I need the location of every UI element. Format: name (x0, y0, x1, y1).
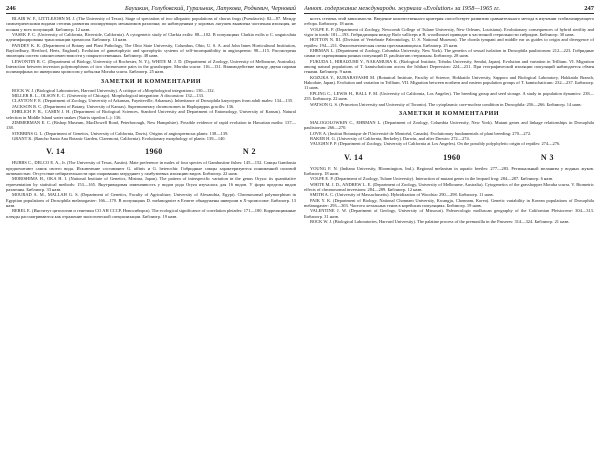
entry: BLAIR W. F., LITTLEJOHN M. J. (The University of Texas). Stage of speciation of two allopatric populations of chorus frogs (Pseudacris): 82—87. Между симпатрическими видами степень развития изолирующих механизмов различна; по наблюдениям у хоровых лягушек выявлена частичная изоляция, не полная у всех популяций. Библиогр. 12 назв. (6, 16, 296, 32)
entry: MOURAD A. M., MALLAH G. S. (Department of Genetics, Faculty of Agriculture, University of Alexandria, Egypt). Chromosomal polymorphism in Egyptian populations of Drosophila melanogaster: 166—170. В популяциях D. melanogaster в Египте обнаружены инверсии в Х-хромосоме. Библиогр. 13 назв. (6, 192, 296, 208)
entry: VALENTINE J. W. (Department of Geology, University of Missouri). Paleoecologic molluscan geography of the Californian Pleistocene: 304—313. Библиогр. 31 назв. (304, 208, 594, 219)
entry: MILLER R. L., OLSON E. C. (University of Chicago). Morphological integration: A discussion: 132—133. (12, 93, 205, 99)
entry: WHITE M. J. D., ANDREW L. E. (Department of Zoology, University of Melbourne, Australia). Cytogenetics of the grasshopper Moraba scurra. V. Biometric effects of chromosomal inversions: 284—289. Библиогр. 12 назв. (304, 181, 594, 192)
entry: PANDEY K. K. (Department of Botany and Plant Pathology, The Ohio State University, Columbus, Ohio, U. S. A. and John Innes Horticultural Institution, Bayfordbury, Hertford, Herts, England). Evolution of gametophytic and sporophytic systems of self-incompatibility in angiosperms: 98—115. Рассмотрена эволюция систем самонесовместимости у покрытосеменных. Библиогр. 48 назв. (6, 42, 296, 59)
entry: EHRLICH P. R., CAMIN J. H. (Department of Biological Sciences, Stanford University and Department of Entomology, University of Kansas). Natural selection in Middle Island water snakes (Natrix sipedon L.): 136. (6, 109, 296, 120)
entry: HUBBS C., DELCO E. A., Jr. (The University of Texas, Austin). Mate preference in males of four species of Gambusiine fishes: 145—152. Самцы Gambusia предпочитают самок своего вида. Исключение составляют G. affinis и G. heterochir. Гибридные самцы характеризуются пониженной половой активностью. Отсутствие избирательности при спаривании затрудняет у гамбузиевых изоляцию видов. Библиогр. 22 назв. (6, 160, 296, 176)
entry: MORISHIMA H., OKA H. I. (National Institute of Genetics, Misima, Japan). The pattern of interspecific variation in the genus Oryza: its quantitative representation by statistical methods: 153—165. Внутривидовая изменчивость у видов рода Oryza изучалась для 16 видов. У форм пределы видов различны. Библиогр. 33 назв. (6, 176, 296, 192)
entry: KOZUKA Y., KURABAYASHI M. (Botanical Institute, Faculty of Science, Hokkaido University, Sapporo and Biological Laboratory, Hokkaido Branch, Hakodate, Japan). Evolution and variation in Trillium. VII. Migration between northern and eastern population groups of T. kamtschaticum: 232—237. Библиогр. 11 назв. (304, 74, 594, 91)
entry: CLAYTON F. E. (Department of Zoology, University of Arkansas, Fayetteville, Arkansas). Inheritance of Drosophila karyotypes from adult males: 134—135. (12, 98, 294, 104)
entry: BOCK W. J. (Biological Laboratories, Harvard University). The palatine process of the premaxilla in the Passeres: 314—324. Библиогр. 21 назв. (310, 219, 570, 224)
entry: VOLPE E. P. (Department of Zoology, Newcomb College of Tulane University, New Orleans, Louisiana). Evolutionary consequences of hybrid sterility and vigor in toads: 181—193. Гибридизация между Bufo valliceps и B. woodhousei приводит к частичной стерильности гибридов. Библиогр. 30 назв. (304, 26, 594, 38)
volume-heading (6, 147, 296, 156)
entry: JACKSON R. C. (Department of Botany, University of Kansas). Supernumerary chromosomes in Haplopappus gracilis: 136. (12, 103, 235, 109)
entry: VOLPE E. P. (Department of Zoology, Tulane University). Interaction of mutant genes in the leopard frog: 284—287. Библиогр. 6 назв. (310, 176, 554, 182)
left-header-text: Баушкин, Голубовский, Гуральник, Лапукова, Родкевич, Черновай (125, 5, 296, 12)
left-page (6, 5, 296, 465)
issue-label: N 3 (540, 152, 554, 162)
entry: SMITH A. C. (University of Massachusetts). Hybridization of Woodsia: 290—298. Библиогр. 11 назв. (310, 192, 494, 198)
entry: FUKUDA I., HIRAIZUMI Y., NAKAMURA K. (Biological Institute, Tohoku University, Sendai, Japan). Evolution and variation in Trillium. VI. Migration among natural populations of T. kamtschaticum across the Ishikari Depression: 224—231. При географической изоляции популяций наблюдается обмен генами. Библиогр. 9 назв. (304, 58, 594, 75)
entry: BEREL E. (Институт цитологии и генетики СО АН СССР, Новосибирск). The ecological significance of correlation pleiades: 171—180. Корреляционные плеяды рассматриваются как отражение экологической специализации. Библиогр. 19 назв. (6, 208, 296, 219)
entry: LOVE A. (Institut Botanique de l'Université de Montréal, Canada). Evolutionary fundamentals of plant breeding: 270—272. (310, 130, 532, 136)
entry: ZIMMERMAN E. C. (Bishop Museum, MacDowell Road, Peterborough, New Hampshire). Possible evidence of rapid evolution in Hawaiian moths: 137—138. (6, 119, 296, 131)
right-running-head (304, 5, 594, 14)
right-page (304, 5, 594, 465)
section-title: ЗАМЕТКИ И КОММЕНТАРИИ (100, 78, 202, 85)
entry: VASEK F. C. (University of California, Riverside, California). A cytogenetic study of Clarkia exilis: 88—102. В популяциях Clarkia exilis и C. unguiculata идентифицированы транслокации хромосом. Библиогр. 14 назв. (6, 32, 296, 43)
right-page-number: 247 (584, 5, 594, 12)
entry: EPLING C., LEWIS H., BALL F. M. (University of California, Los Angeles). The breeding group and seed storage. A study in population dynamics: 238—255. Библиогр. 22 назв. (304, 90, 594, 102)
entry: PAIK Y. K. (Department of Biology, National Chonnam University, Kwangju, Chonnam, Korea). Genetic variability in Korean populations of Drosophila melanogaster: 293—303. Частота летальных генов в корейских популяциях. Библиогр. 19 назв. (304, 197, 594, 208)
entry: BOCK W. J. (Biological Laboratories, Harvard University). A critique of «Morphological integration»: 130—132. (12, 87, 215, 93)
entry: WATSON G. S. (Princeton University and University of Toronto). The cytoplasmic core-nuclear condition in Drosophila: 256—266. Библиогр. 14 назв. (310, 101, 582, 107)
left-page-number: 246 (6, 5, 16, 12)
entry: BAKER H. G. (University of California, Berkeley). Darwin, and after Darwin: 272—274. (310, 135, 470, 141)
entry: VAUGHN P. P. (Department of Zoology, University of California at Los Angeles). On the possibly polyphyletic origin of reptiles: 274—276. (310, 141, 561, 147)
entry: GRANT K. (Rancho Santa Ana Botanic Garden, Claremont, California). Evolutionary morphology of plants: 139—140. (12, 135, 226, 141)
entry: STEBBINS G. L. (Department of Genetics, University of California, Davis). Origins of angiospermous plants: 138—139. (12, 130, 229, 136)
section-title: ЗАМЕТКИ И КОММЕНТАРИИ (398, 110, 500, 117)
year-label: 1960 (145, 147, 163, 157)
entry: YOUNG F. N. (Indiana University, Bloomington, Ind.). Regional melanism in aquatic beetles: 277—283. Региональный меланизм у водных жуков. Библиогр. 18 назв. (304, 165, 594, 176)
entry: EHRMAN L. (Department of Zoology, Columbia University, New York). The genetics of sexual isolation in Drosophila paulistorum: 212—223. Гибридные самки от скрещивания разных популяций D. paulistorum стерильны. Библиогр. 28 назв. (304, 48, 594, 59)
entry: HOTTON N. III. (Division of Vertebrate Paleontology, U. S. National Museum). The chorda tympani and middle ear as guides to origin and divergence of reptiles: 194—211. Филогенетическая схема пресмыкающихся. Библиогр. 25 назв. (304, 37, 594, 48)
volume-label: V. 14 (46, 147, 65, 157)
volume-label: V. 14 (344, 152, 363, 162)
right-header-text: Аннот. содержание международн. журнала «Evolution» за 1958—1965 гг. (304, 5, 501, 12)
year-label: 1960 (443, 152, 461, 162)
entry: LEWONTIN R. C. (Department of Biology, University of Rochester, N. Y.), WHITE M. J. D. (Department of Zoology, University of Melbourne, Australia). Interaction between inversion polymorphisms of two chromosome pairs in the grasshopper, Moraba scurra: 116—131. Взаимодействие между двумя парами полиморфных по инверсиям хромосом у кобылки Moraba scurra. Библиогр. 25 назв. (6, 58, 296, 75)
entry: ность степень этой зависимости. Введение количественного критерия способствует развитию сравнительного метода в изучении стабилизирующего отбора. Библиогр. 18 назв. (304, 16, 594, 27)
volume-heading (304, 153, 594, 162)
entry: MALOGOLOWKIN C., EHRMAN L. (Department of Zoology, Columbia University, New York). Mutant genes and linkage relationships in Drosophila paulistorum: 266—270. (304, 119, 594, 131)
left-running-head (6, 5, 296, 14)
issue-label: N 2 (242, 147, 256, 157)
